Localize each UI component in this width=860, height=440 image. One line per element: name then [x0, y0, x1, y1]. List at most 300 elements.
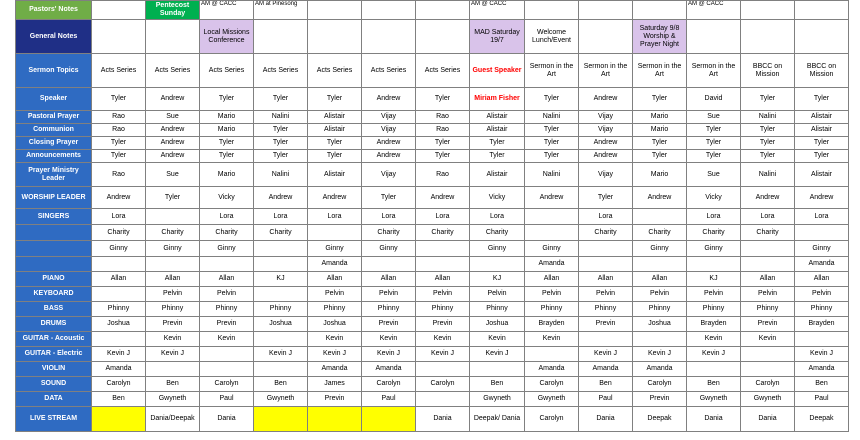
roster-cell[interactable]: Allan [579, 272, 633, 287]
roster-cell[interactable]: Tyler [308, 137, 362, 150]
roster-cell[interactable]: Pelvin [200, 287, 254, 302]
roster-cell[interactable]: Allan [795, 272, 849, 287]
roster-cell[interactable] [579, 241, 633, 257]
roster-cell[interactable]: Sue [146, 163, 200, 187]
roster-cell[interactable]: Allan [633, 272, 687, 287]
roster-cell[interactable]: Phinny [362, 302, 416, 317]
roster-cell[interactable]: Vicky [687, 187, 741, 209]
roster-cell[interactable]: Pelvin [579, 287, 633, 302]
roster-cell[interactable]: Mario [633, 111, 687, 124]
roster-cell[interactable]: Tyler [200, 150, 254, 163]
roster-cell[interactable]: Amanda [308, 257, 362, 272]
roster-cell[interactable]: Kevin [200, 332, 254, 347]
roster-cell[interactable]: Ginny [470, 241, 525, 257]
roster-cell[interactable] [254, 407, 308, 432]
roster-cell[interactable]: Tyler [687, 137, 741, 150]
roster-cell[interactable] [200, 257, 254, 272]
roster-cell[interactable]: Tyler [92, 150, 146, 163]
roster-cell[interactable]: Previn [146, 317, 200, 332]
roster-cell[interactable]: Lora [579, 209, 633, 225]
roster-cell[interactable]: Guest Speaker [470, 54, 525, 88]
roster-cell[interactable]: Mario [200, 163, 254, 187]
roster-cell[interactable]: Kevin J [308, 347, 362, 362]
roster-cell[interactable] [416, 241, 470, 257]
roster-cell[interactable] [633, 209, 687, 225]
roster-cell[interactable] [200, 347, 254, 362]
roster-cell[interactable]: Alistair [470, 124, 525, 137]
roster-cell[interactable]: Ginny [525, 241, 579, 257]
roster-cell[interactable]: Carolyn [525, 377, 579, 392]
roster-cell[interactable]: Dania [200, 407, 254, 432]
roster-cell[interactable]: Amanda [633, 362, 687, 377]
roster-cell[interactable]: Lora [687, 209, 741, 225]
roster-cell[interactable]: Pelvin [416, 287, 470, 302]
roster-cell[interactable]: Lora [308, 209, 362, 225]
roster-cell[interactable]: Paul [362, 392, 416, 407]
roster-cell[interactable]: Tyler [308, 150, 362, 163]
roster-cell[interactable]: Acts Series [254, 54, 308, 88]
roster-cell[interactable]: Ben [254, 377, 308, 392]
roster-cell[interactable] [362, 257, 416, 272]
roster-cell[interactable]: AM @ CACC [470, 1, 525, 20]
roster-cell[interactable]: Phinny [416, 302, 470, 317]
roster-cell[interactable]: Tyler [795, 150, 849, 163]
roster-cell[interactable] [416, 392, 470, 407]
roster-cell[interactable]: Amanda [362, 362, 416, 377]
roster-cell[interactable]: Previn [416, 317, 470, 332]
roster-cell[interactable]: Amanda [525, 362, 579, 377]
roster-cell[interactable]: Kevin [416, 332, 470, 347]
roster-cell[interactable]: Acts Series [92, 54, 146, 88]
roster-cell[interactable]: Charity [200, 225, 254, 241]
roster-cell[interactable]: Tyler [362, 187, 416, 209]
roster-cell[interactable]: Tyler [146, 187, 200, 209]
roster-cell[interactable]: Amanda [795, 257, 849, 272]
roster-cell[interactable]: Kevin J [362, 347, 416, 362]
roster-cell[interactable]: Amanda [92, 362, 146, 377]
roster-cell[interactable]: Carolyn [92, 377, 146, 392]
roster-cell[interactable]: Tyler [470, 137, 525, 150]
roster-cell[interactable] [633, 1, 687, 20]
roster-cell[interactable] [92, 407, 146, 432]
roster-cell[interactable]: Tyler [525, 150, 579, 163]
roster-cell[interactable]: Nalini [525, 111, 579, 124]
roster-cell[interactable]: Phinny [92, 302, 146, 317]
roster-cell[interactable]: Tyler [687, 150, 741, 163]
roster-cell[interactable]: KJ [470, 272, 525, 287]
roster-cell[interactable] [146, 257, 200, 272]
roster-cell[interactable] [741, 1, 795, 20]
roster-cell[interactable]: Kevin J [795, 347, 849, 362]
roster-cell[interactable]: Dania [579, 407, 633, 432]
roster-cell[interactable]: Allan [200, 272, 254, 287]
roster-cell[interactable]: Charity [579, 225, 633, 241]
roster-cell[interactable]: Kevin [470, 332, 525, 347]
roster-cell[interactable] [146, 20, 200, 54]
roster-cell[interactable]: KJ [687, 272, 741, 287]
roster-cell[interactable] [146, 209, 200, 225]
roster-cell[interactable]: Tyler [795, 88, 849, 111]
roster-cell[interactable]: Vijay [362, 163, 416, 187]
roster-cell[interactable] [579, 20, 633, 54]
roster-cell[interactable]: Previn [741, 317, 795, 332]
roster-cell[interactable]: Mario [633, 124, 687, 137]
roster-cell[interactable]: Charity [416, 225, 470, 241]
roster-cell[interactable]: Local Missions Conference [200, 20, 254, 54]
roster-cell[interactable]: Pelvin [470, 287, 525, 302]
roster-cell[interactable]: Dania [741, 407, 795, 432]
roster-cell[interactable]: Ginny [146, 241, 200, 257]
roster-cell[interactable]: Pelvin [525, 287, 579, 302]
roster-cell[interactable]: Allan [146, 272, 200, 287]
roster-cell[interactable]: Tyler [525, 137, 579, 150]
roster-cell[interactable]: Andrew [579, 137, 633, 150]
roster-cell[interactable] [687, 362, 741, 377]
roster-cell[interactable]: Tyler [200, 88, 254, 111]
roster-cell[interactable]: Kevin [308, 332, 362, 347]
roster-cell[interactable] [795, 1, 849, 20]
roster-cell[interactable]: Andrew [146, 124, 200, 137]
roster-cell[interactable]: Ben [470, 377, 525, 392]
roster-cell[interactable] [92, 287, 146, 302]
roster-cell[interactable]: Tyler [633, 137, 687, 150]
roster-cell[interactable]: Lora [795, 209, 849, 225]
roster-cell[interactable]: Andrew [362, 150, 416, 163]
roster-cell[interactable] [362, 407, 416, 432]
roster-cell[interactable] [525, 209, 579, 225]
roster-cell[interactable]: Dania/Deepak [146, 407, 200, 432]
roster-cell[interactable] [579, 1, 633, 20]
roster-cell[interactable]: Ginny [362, 241, 416, 257]
roster-cell[interactable]: Deepak/ Dania [470, 407, 525, 432]
roster-cell[interactable]: Mario [200, 124, 254, 137]
roster-cell[interactable] [741, 20, 795, 54]
roster-cell[interactable] [254, 257, 308, 272]
roster-cell[interactable]: Ben [146, 377, 200, 392]
roster-cell[interactable]: Andrew [146, 88, 200, 111]
roster-cell[interactable]: Andrew [92, 187, 146, 209]
roster-cell[interactable]: Joshua [254, 317, 308, 332]
roster-cell[interactable]: Ginny [687, 241, 741, 257]
roster-cell[interactable] [92, 1, 146, 20]
roster-cell[interactable]: Andrew [579, 88, 633, 111]
roster-cell[interactable]: Lora [92, 209, 146, 225]
roster-cell[interactable]: Amanda [525, 257, 579, 272]
roster-cell[interactable]: Joshua [633, 317, 687, 332]
roster-cell[interactable]: Nalini [525, 163, 579, 187]
roster-cell[interactable]: Nalini [741, 111, 795, 124]
roster-cell[interactable]: Acts Series [308, 54, 362, 88]
roster-cell[interactable]: Nalini [254, 163, 308, 187]
roster-cell[interactable]: Pentecost Sunday [146, 1, 200, 20]
roster-cell[interactable] [470, 362, 525, 377]
roster-cell[interactable]: Pelvin [741, 287, 795, 302]
roster-cell[interactable]: Ben [687, 377, 741, 392]
roster-cell[interactable]: Allan [362, 272, 416, 287]
roster-cell[interactable] [525, 225, 579, 241]
roster-cell[interactable]: Carolyn [200, 377, 254, 392]
roster-cell[interactable] [741, 241, 795, 257]
roster-cell[interactable]: Tyler [308, 88, 362, 111]
roster-cell[interactable]: Phinny [795, 302, 849, 317]
roster-cell[interactable] [308, 407, 362, 432]
roster-cell[interactable] [254, 20, 308, 54]
roster-cell[interactable]: Tyler [525, 124, 579, 137]
roster-cell[interactable]: Rao [92, 111, 146, 124]
roster-cell[interactable]: Allan [525, 272, 579, 287]
roster-cell[interactable]: Ben [795, 377, 849, 392]
roster-cell[interactable]: Tyler [416, 150, 470, 163]
roster-cell[interactable]: Lora [470, 209, 525, 225]
roster-cell[interactable]: Andrew [741, 187, 795, 209]
roster-cell[interactable] [254, 287, 308, 302]
roster-cell[interactable]: Tyler [92, 88, 146, 111]
roster-cell[interactable]: MAD Saturday 19/7 [470, 20, 525, 54]
roster-cell[interactable]: Phinny [579, 302, 633, 317]
roster-cell[interactable]: Tyler [92, 137, 146, 150]
roster-cell[interactable] [416, 257, 470, 272]
roster-cell[interactable]: Ben [92, 392, 146, 407]
roster-cell[interactable]: Dania [687, 407, 741, 432]
roster-cell[interactable]: Vicky [200, 187, 254, 209]
roster-cell[interactable]: Tyler [416, 137, 470, 150]
roster-cell[interactable]: Alistair [308, 163, 362, 187]
roster-cell[interactable]: Ginny [200, 241, 254, 257]
roster-cell[interactable]: Pelvin [633, 287, 687, 302]
roster-cell[interactable] [579, 332, 633, 347]
roster-cell[interactable] [92, 332, 146, 347]
roster-cell[interactable]: Gwyneth [687, 392, 741, 407]
roster-cell[interactable]: Lora [741, 209, 795, 225]
roster-cell[interactable]: AM at Pinesong [254, 1, 308, 20]
roster-cell[interactable]: Tyler [254, 88, 308, 111]
roster-cell[interactable] [579, 257, 633, 272]
roster-cell[interactable] [308, 225, 362, 241]
roster-cell[interactable]: Phinny [200, 302, 254, 317]
roster-cell[interactable]: Amanda [308, 362, 362, 377]
roster-cell[interactable]: Amanda [795, 362, 849, 377]
roster-cell[interactable]: Brayden [687, 317, 741, 332]
roster-cell[interactable] [525, 1, 579, 20]
roster-cell[interactable]: Allan [741, 272, 795, 287]
roster-cell[interactable]: Vijay [579, 111, 633, 124]
roster-cell[interactable]: AM @ CACC [687, 1, 741, 20]
roster-cell[interactable]: Pelvin [795, 287, 849, 302]
roster-cell[interactable]: Alistair [308, 124, 362, 137]
roster-cell[interactable]: Sue [146, 111, 200, 124]
roster-cell[interactable] [741, 347, 795, 362]
roster-cell[interactable]: Andrew [795, 187, 849, 209]
roster-cell[interactable]: Andrew [579, 150, 633, 163]
roster-cell[interactable]: Rao [416, 163, 470, 187]
roster-cell[interactable]: Lora [254, 209, 308, 225]
roster-cell[interactable]: Amanda [579, 362, 633, 377]
roster-cell[interactable]: Lora [200, 209, 254, 225]
roster-cell[interactable] [470, 257, 525, 272]
roster-cell[interactable]: Kevin [741, 332, 795, 347]
roster-cell[interactable]: Andrew [633, 187, 687, 209]
roster-cell[interactable]: Ginny [795, 241, 849, 257]
roster-cell[interactable]: Andrew [416, 187, 470, 209]
roster-cell[interactable]: Kevin [525, 332, 579, 347]
roster-cell[interactable]: Sue [687, 163, 741, 187]
roster-cell[interactable]: Gwyneth [741, 392, 795, 407]
roster-cell[interactable]: Ginny [92, 241, 146, 257]
roster-cell[interactable] [254, 362, 308, 377]
roster-cell[interactable]: Tyler [741, 137, 795, 150]
roster-cell[interactable] [416, 20, 470, 54]
roster-cell[interactable]: Pelvin [362, 287, 416, 302]
roster-cell[interactable]: Sermon in the Art [579, 54, 633, 88]
roster-cell[interactable]: Ginny [633, 241, 687, 257]
roster-cell[interactable]: Previn [633, 392, 687, 407]
roster-cell[interactable]: Carolyn [741, 377, 795, 392]
roster-cell[interactable]: Gwyneth [146, 392, 200, 407]
roster-cell[interactable]: Sermon in the Art [687, 54, 741, 88]
roster-cell[interactable]: Andrew [146, 137, 200, 150]
roster-cell[interactable]: Deepak [795, 407, 849, 432]
roster-cell[interactable]: Charity [633, 225, 687, 241]
roster-cell[interactable]: Dania [416, 407, 470, 432]
roster-cell[interactable]: David [687, 88, 741, 111]
roster-cell[interactable]: Rao [92, 163, 146, 187]
roster-cell[interactable] [741, 257, 795, 272]
roster-cell[interactable]: Carolyn [362, 377, 416, 392]
roster-cell[interactable]: Lora [362, 209, 416, 225]
roster-cell[interactable]: Saturday 9/8 Worship & Prayer Night [633, 20, 687, 54]
roster-cell[interactable]: Phinny [741, 302, 795, 317]
roster-cell[interactable] [416, 1, 470, 20]
roster-cell[interactable]: Charity [362, 225, 416, 241]
roster-cell[interactable] [362, 20, 416, 54]
roster-cell[interactable]: Kevin J [470, 347, 525, 362]
roster-cell[interactable]: Brayden [525, 317, 579, 332]
roster-cell[interactable]: Mario [633, 163, 687, 187]
roster-cell[interactable]: Charity [146, 225, 200, 241]
roster-cell[interactable] [795, 225, 849, 241]
roster-cell[interactable]: Gwyneth [254, 392, 308, 407]
roster-cell[interactable]: Phinny [470, 302, 525, 317]
roster-cell[interactable] [200, 362, 254, 377]
roster-cell[interactable] [525, 347, 579, 362]
roster-cell[interactable]: Carolyn [525, 407, 579, 432]
roster-cell[interactable] [308, 1, 362, 20]
roster-cell[interactable]: Tyler [741, 124, 795, 137]
roster-cell[interactable]: Joshua [308, 317, 362, 332]
roster-cell[interactable]: Alistair [470, 163, 525, 187]
roster-cell[interactable]: Kevin J [254, 347, 308, 362]
roster-cell[interactable]: Phinny [633, 302, 687, 317]
roster-cell[interactable]: Kevin J [416, 347, 470, 362]
roster-cell[interactable]: Joshua [92, 317, 146, 332]
roster-cell[interactable] [687, 257, 741, 272]
roster-cell[interactable] [92, 20, 146, 54]
roster-cell[interactable]: Paul [579, 392, 633, 407]
roster-cell[interactable]: Pelvin [308, 287, 362, 302]
roster-cell[interactable]: Sermon in the Art [633, 54, 687, 88]
roster-cell[interactable]: Alistair [795, 163, 849, 187]
roster-cell[interactable]: Vijay [579, 163, 633, 187]
roster-cell[interactable]: BBCC on Mission [795, 54, 849, 88]
roster-cell[interactable]: Previn [362, 317, 416, 332]
roster-cell[interactable]: Rao [416, 111, 470, 124]
roster-cell[interactable]: Tyler [254, 124, 308, 137]
roster-cell[interactable]: Lora [416, 209, 470, 225]
roster-cell[interactable]: Alistair [795, 111, 849, 124]
roster-cell[interactable]: Welcome Lunch/Event [525, 20, 579, 54]
roster-cell[interactable]: Charity [741, 225, 795, 241]
roster-cell[interactable] [633, 332, 687, 347]
roster-cell[interactable]: Alistair [795, 124, 849, 137]
roster-cell[interactable]: Sermon in the Art [525, 54, 579, 88]
roster-cell[interactable]: Andrew [362, 88, 416, 111]
roster-cell[interactable]: Previn [579, 317, 633, 332]
roster-cell[interactable]: Nalini [254, 111, 308, 124]
roster-cell[interactable]: Acts Series [362, 54, 416, 88]
roster-cell[interactable]: Kevin J [146, 347, 200, 362]
roster-cell[interactable]: Andrew [525, 187, 579, 209]
roster-cell[interactable]: Charity [470, 225, 525, 241]
roster-cell[interactable]: Alistair [470, 111, 525, 124]
roster-cell[interactable]: Ben [579, 377, 633, 392]
roster-cell[interactable]: Andrew [146, 150, 200, 163]
roster-cell[interactable]: AM @ CACC [200, 1, 254, 20]
roster-cell[interactable]: Tyler [633, 88, 687, 111]
roster-cell[interactable]: BBCC on Mission [741, 54, 795, 88]
roster-cell[interactable]: Tyler [254, 137, 308, 150]
roster-cell[interactable] [687, 20, 741, 54]
roster-cell[interactable]: Kevin J [92, 347, 146, 362]
roster-cell[interactable] [308, 20, 362, 54]
roster-cell[interactable]: Tyler [741, 150, 795, 163]
roster-cell[interactable]: Brayden [795, 317, 849, 332]
roster-cell[interactable]: Carolyn [416, 377, 470, 392]
roster-cell[interactable]: Rao [416, 124, 470, 137]
roster-cell[interactable]: Kevin [362, 332, 416, 347]
roster-cell[interactable] [416, 362, 470, 377]
roster-cell[interactable]: KJ [254, 272, 308, 287]
roster-cell[interactable]: Alistair [308, 111, 362, 124]
roster-cell[interactable]: Tyler [579, 187, 633, 209]
roster-cell[interactable]: Deepak [633, 407, 687, 432]
roster-cell[interactable]: Acts Series [146, 54, 200, 88]
roster-cell[interactable]: Tyler [741, 88, 795, 111]
roster-cell[interactable]: Carolyn [633, 377, 687, 392]
roster-cell[interactable] [146, 362, 200, 377]
roster-cell[interactable] [741, 362, 795, 377]
roster-cell[interactable]: Phinny [525, 302, 579, 317]
roster-cell[interactable]: Kevin J [579, 347, 633, 362]
roster-cell[interactable]: Allan [308, 272, 362, 287]
roster-cell[interactable]: Charity [92, 225, 146, 241]
roster-cell[interactable]: Nalini [741, 163, 795, 187]
roster-cell[interactable]: Andrew [308, 187, 362, 209]
roster-cell[interactable]: Phinny [687, 302, 741, 317]
roster-cell[interactable]: Tyler [254, 150, 308, 163]
roster-cell[interactable]: Vijay [362, 124, 416, 137]
roster-cell[interactable]: Acts Series [416, 54, 470, 88]
roster-cell[interactable]: Tyler [416, 88, 470, 111]
roster-cell[interactable]: Tyler [525, 88, 579, 111]
roster-cell[interactable] [254, 241, 308, 257]
roster-cell[interactable]: Kevin J [687, 347, 741, 362]
roster-cell[interactable]: Kevin [687, 332, 741, 347]
roster-cell[interactable]: Vijay [579, 124, 633, 137]
roster-cell[interactable]: Ginny [308, 241, 362, 257]
roster-cell[interactable] [795, 332, 849, 347]
roster-cell[interactable]: Mario [200, 111, 254, 124]
roster-cell[interactable]: Tyler [633, 150, 687, 163]
